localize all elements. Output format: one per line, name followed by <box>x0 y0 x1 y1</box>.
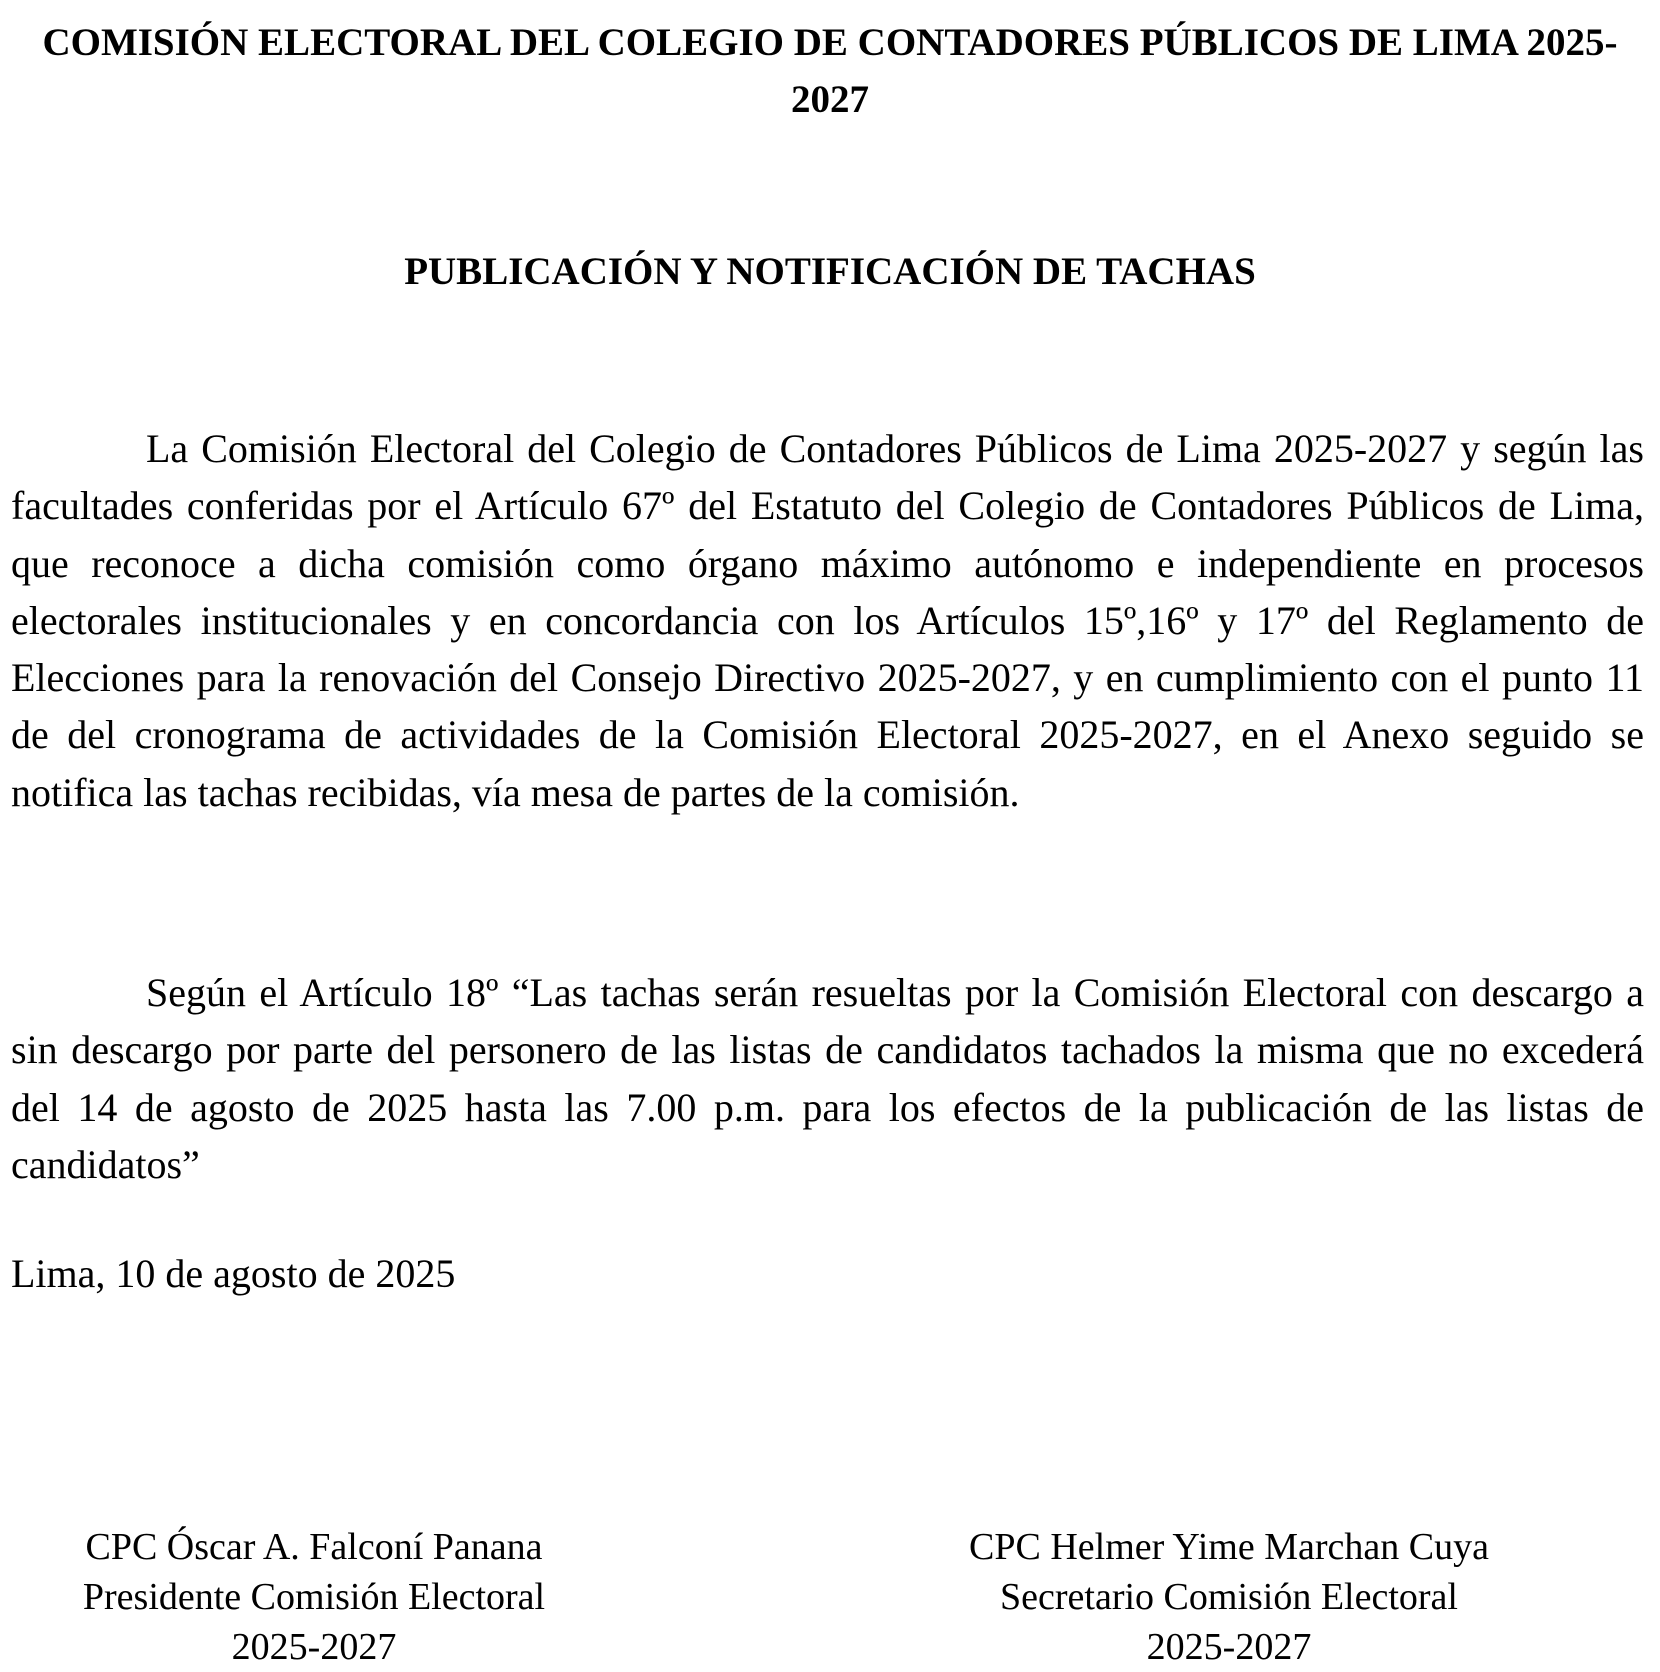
signature-block-secretary <box>944 1522 1514 1672</box>
section-title: PUBLICACIÓN Y NOTIFICACIÓN DE TACHAS <box>404 250 1256 293</box>
signatory-name: CPC Óscar A. Falconí Panana <box>85 1526 543 1568</box>
signatory-period: 2025-2027 <box>231 1626 397 1668</box>
body-paragraph-1 <box>11 420 1644 821</box>
signatory-role: Secretario Comisión Electoral <box>1000 1576 1458 1618</box>
signature-block-president <box>34 1522 594 1672</box>
document-header-title: COMISIÓN ELECTORAL DEL COLEGIO DE CONTADORES PÚBLICOS DE LIMA 2025-2027 <box>42 21 1618 121</box>
paragraph-text: La Comisión Electoral del Colegio de Contadores Públicos de Lima 2025-2027 y según las facultades conferidas por el Artículo 67º del Estatuto del Colegio de Contadores Públicos de Lima, que reconoce a dicha comisión como órgano máximo autónomo e independiente en procesos electorales institucionales y en concordancia con los Artículos 15º,16º y 17º del Reglamento de Elecciones para la renovación del Consejo Directivo 2025-2027, y en cumplimiento con el punto 11 de del cronograma de actividades de la Comisión Electoral 2025-2027, en el Anexo seguido se notifica las tachas recibidas, vía mesa de partes de la comisión. <box>11 426 1644 815</box>
paragraph-text: Según el Artículo 18º “Las tachas serán resueltas por la Comisión Electoral con descargo a sin descargo por parte del personero de las listas de candidatos tachados la misma que no excederá del 14 de agosto de 2025 hasta las 7.00 p.m. para los efectos de la publicación de las listas de candidatos” <box>11 970 1644 1187</box>
body-paragraph-2 <box>11 964 1644 1193</box>
signatory-name: CPC Helmer Yime Marchan Cuya <box>969 1526 1489 1568</box>
date-line: Lima, 10 de agosto de 2025 <box>11 1251 456 1296</box>
signatory-role: Presidente Comisión Electoral <box>82 1576 546 1618</box>
signatory-period: 2025-2027 <box>1146 1626 1312 1668</box>
